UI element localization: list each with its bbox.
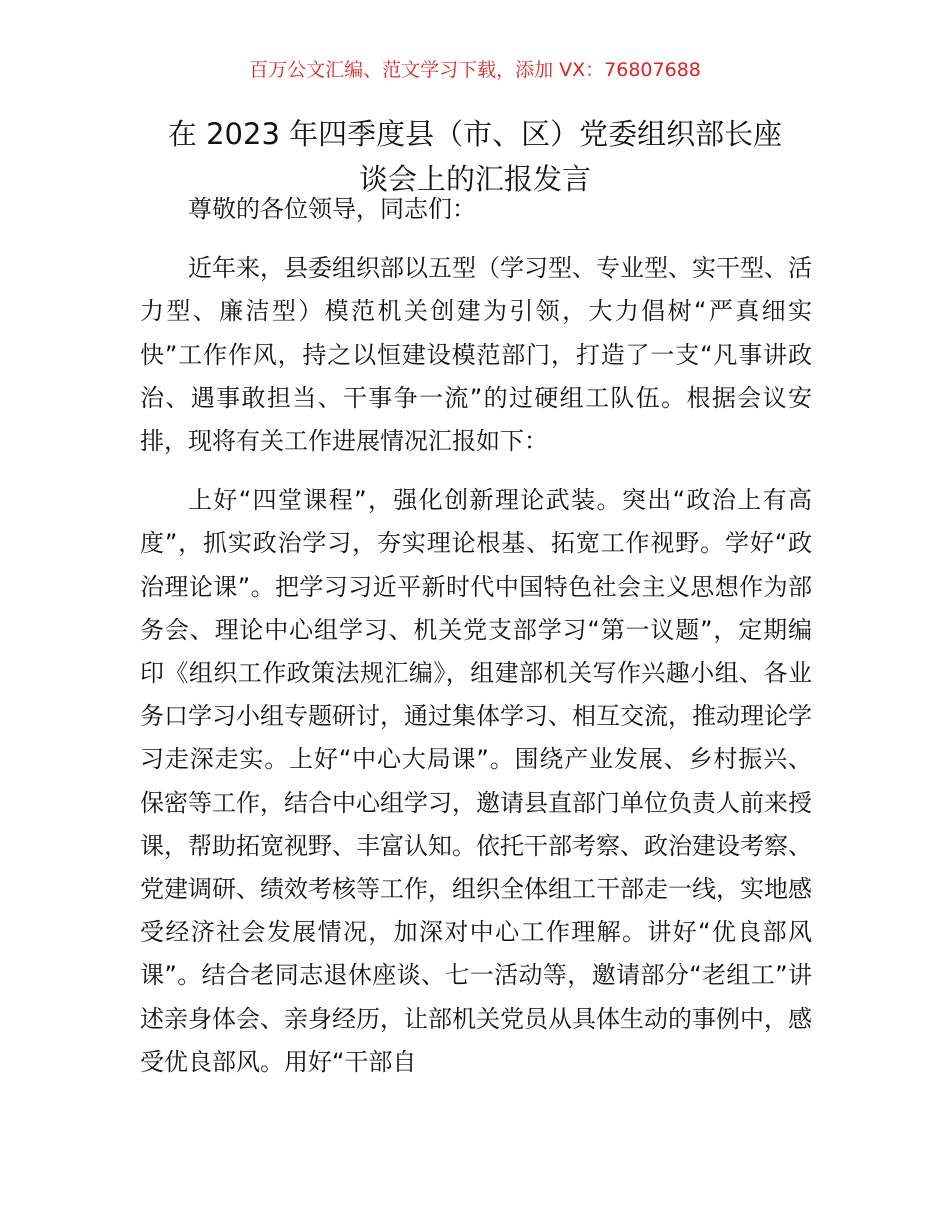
paragraph-four-courses: 上好“四堂课程”，强化创新理论武装。突出“政治上有高度”，抓实政治学习，夯实理论根基、拓宽工作视野。学好“政治理论课”。把学习习近平新时代中国特色社会主义思想作为部务会、理论中心组学习、机关党支部学习“第一议题”，定期编印《组织工作政策法规汇编》，组建部机关写作兴趣小组、各业务口学习小组专题研讨，通过集体学习、相互交流，推动理论学习走深走实。上好“中心大局课”。围绕产业发展、乡村振兴、保密等工作，结合中心组学习，邀请县直部门单位负责人前来授课，帮助拓宽视野、丰富认知。依托干部考察、政治建设考察、党建调研、绩效考核等工作，组织全体组工干部走一线，实地感受经济社会发展情况，加深对中心工作理解。讲好“优良部风课”。结合老同志退休座谈、七一活动等，邀请部分“老组工”讲述亲身体会、亲身经历，让部机关党员从具体生动的事例中，感受优良部风。用好“干部自 <box>140 486 812 1076</box>
document-title-line-2: 谈会上的汇报发言 <box>358 162 591 196</box>
document-title-line-1: 在 2023 年四季度县（市、区）党委组织部长座 <box>167 117 783 151</box>
salutation: 尊敬的各位领导，同志们： <box>188 195 476 223</box>
document-body <box>140 188 812 1084</box>
paragraph-intro: 近年来，县委组织部以五型（学习型、专业型、实干型、活力型、廉洁型）模范机关创建为引领，大力倡树“严真细实快”工作作风，持之以恒建设模范部门，打造了一支“凡事讲政治、遇事敢担当、干事争一流”的过硬组工队伍。根据会议安排，现将有关工作进展情况汇报如下： <box>140 254 812 456</box>
watermark-header-note: 百万公文汇编、范文学习下载，添加 VX：76807688 <box>249 59 701 81</box>
